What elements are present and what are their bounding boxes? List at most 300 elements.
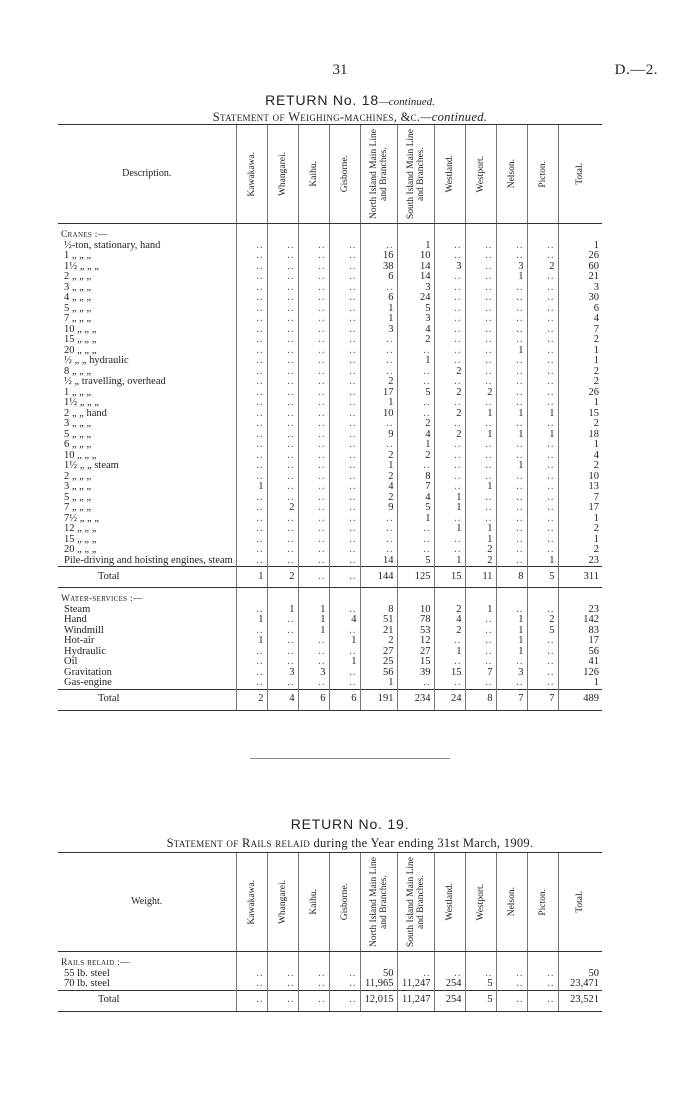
cell-value: .. <box>496 969 527 980</box>
cell-value: .. <box>236 314 267 325</box>
column-header-label: Weight. <box>131 895 163 907</box>
column-header-label: South Island Main Line and Branches. <box>405 857 426 947</box>
cell-value: 10 <box>397 251 434 262</box>
cell-value: 1 <box>496 636 527 647</box>
cell-value: .. <box>527 979 558 990</box>
cell-value: 1 <box>527 556 558 567</box>
cell-value: .. <box>298 979 329 990</box>
cell-value: .. <box>527 272 558 283</box>
cell-value: .. <box>329 990 360 1011</box>
cell-value: .. <box>496 482 527 493</box>
crane-row <box>58 472 602 483</box>
cell-value: .. <box>236 419 267 430</box>
column-header <box>434 125 465 224</box>
cell-value: .. <box>496 325 527 336</box>
cell-value: .. <box>434 346 465 357</box>
cell-value: 4 <box>397 325 434 336</box>
cell-value: .. <box>465 615 496 626</box>
crane-row <box>58 430 602 441</box>
cell-value: .. <box>236 524 267 535</box>
cell-value: 2 <box>558 367 602 378</box>
water-service-row <box>58 678 602 689</box>
cell-value: 2 <box>236 689 267 710</box>
row-label: 3 „ „ „ <box>64 482 92 492</box>
cell-value: .. <box>267 356 298 367</box>
cell-value: .. <box>434 657 465 668</box>
cell-value: .. <box>360 514 397 525</box>
cell-value: .. <box>329 409 360 420</box>
cell-value: .. <box>329 251 360 262</box>
cell-value: .. <box>527 636 558 647</box>
cell-value: .. <box>496 493 527 504</box>
cell-value: .. <box>465 419 496 430</box>
cell-value: .. <box>329 979 360 990</box>
cell-value: 1 <box>236 636 267 647</box>
cell-value: .. <box>329 346 360 357</box>
cell-value: .. <box>329 262 360 273</box>
cell-value: .. <box>434 356 465 367</box>
cell-value: 5 <box>465 979 496 990</box>
cell-value: 1 <box>465 430 496 441</box>
row-label: 12 „ „ „ <box>64 524 97 534</box>
row-label: ½-ton, stationary, hand <box>64 240 161 251</box>
cell-value: 3 <box>267 668 298 679</box>
empty-cell <box>527 230 558 241</box>
return-18-statement <box>0 110 700 125</box>
cell-value: 78 <box>397 615 434 626</box>
column-header <box>434 853 465 952</box>
page-number: 31 <box>332 62 348 78</box>
cell-value: .. <box>527 482 558 493</box>
column-header-label: Kawakawa. <box>246 151 257 197</box>
cell-value: .. <box>397 377 434 388</box>
cell-value: .. <box>329 335 360 346</box>
cell-value: .. <box>496 304 527 315</box>
cell-value: 12,015 <box>360 990 397 1011</box>
cell-value: 1 <box>496 461 527 472</box>
column-header <box>267 125 298 224</box>
cell-value: 191 <box>360 689 397 710</box>
cell-value: 4 <box>267 689 298 710</box>
cell-value: .. <box>527 377 558 388</box>
cell-value: 2 <box>558 461 602 472</box>
cell-value: .. <box>267 451 298 462</box>
cell-value: .. <box>236 472 267 483</box>
cell-value: .. <box>267 251 298 262</box>
cell-value: .. <box>496 524 527 535</box>
total-row <box>58 689 602 710</box>
cell-value: .. <box>236 535 267 546</box>
cell-value: .. <box>434 272 465 283</box>
cell-value: .. <box>267 293 298 304</box>
cell-value: .. <box>360 283 397 294</box>
cell-value: .. <box>267 272 298 283</box>
cell-value: 7 <box>496 689 527 710</box>
cell-value: .. <box>236 251 267 262</box>
cell-value: 2 <box>434 388 465 399</box>
cell-value: 7 <box>558 325 602 336</box>
cell-value: 1 <box>434 556 465 567</box>
empty-cell <box>434 594 465 605</box>
cell-value: .. <box>527 524 558 535</box>
cell-value: .. <box>465 472 496 483</box>
row-label: Windmill <box>64 625 104 636</box>
cell-value: 23,471 <box>558 979 602 990</box>
column-header <box>236 125 267 224</box>
cell-value: .. <box>527 545 558 556</box>
cell-value: 1 <box>397 514 434 525</box>
cell-value: .. <box>329 567 360 588</box>
cell-value: .. <box>496 990 527 1011</box>
cell-value: .. <box>267 388 298 399</box>
section-heading: Water-services :— <box>61 594 143 604</box>
cell-value: .. <box>236 283 267 294</box>
cell-value: .. <box>267 314 298 325</box>
crane-row <box>58 419 602 430</box>
cell-value: 4 <box>397 493 434 504</box>
crane-row <box>58 304 602 315</box>
row-label: ½ „ travelling, overhead <box>64 377 166 387</box>
cell-value: 1 <box>496 346 527 357</box>
cell-value: .. <box>434 283 465 294</box>
cell-value: .. <box>236 356 267 367</box>
cell-value: .. <box>496 979 527 990</box>
crane-row <box>58 451 602 462</box>
cell-value: .. <box>496 398 527 409</box>
empty-cell <box>267 958 298 969</box>
cell-value: 2 <box>527 262 558 273</box>
cell-value: .. <box>465 356 496 367</box>
cell-value: 38 <box>360 262 397 273</box>
cell-value: .. <box>298 451 329 462</box>
water-service-row <box>58 615 602 626</box>
empty-cell <box>558 594 602 605</box>
crane-row <box>58 535 602 546</box>
cell-value: 1 <box>465 605 496 616</box>
empty-cell <box>360 230 397 241</box>
crane-row <box>58 524 602 535</box>
cell-value: .. <box>329 440 360 451</box>
cell-value: .. <box>397 346 434 357</box>
cell-value: .. <box>465 451 496 462</box>
cell-value: 2 <box>267 503 298 514</box>
column-header <box>298 853 329 952</box>
cell-value: 6 <box>329 689 360 710</box>
cell-value: .. <box>298 304 329 315</box>
cell-value: 1 <box>558 514 602 525</box>
cell-value: .. <box>267 636 298 647</box>
cell-value: .. <box>267 367 298 378</box>
cell-value: 8 <box>496 567 527 588</box>
row-label: 1 „ „ „ <box>64 387 92 398</box>
empty-cell <box>298 958 329 969</box>
cell-value: .. <box>267 377 298 388</box>
cell-value: .. <box>267 990 298 1011</box>
crane-row <box>58 335 602 346</box>
cell-value: 23 <box>558 605 602 616</box>
cell-value: .. <box>329 325 360 336</box>
cell-value: 1 <box>360 678 397 689</box>
cell-value: .. <box>434 472 465 483</box>
cell-value: .. <box>298 272 329 283</box>
column-header-label: Total. <box>575 891 586 913</box>
cell-value: .. <box>465 304 496 315</box>
cell-value: 2 <box>360 472 397 483</box>
crane-row <box>58 251 602 262</box>
cell-value: .. <box>527 472 558 483</box>
cell-value: .. <box>236 241 267 252</box>
empty-cell <box>360 958 397 969</box>
cell-value: 6 <box>558 304 602 315</box>
statement-subject: Weighing-machines, &c. <box>288 110 421 124</box>
cell-value: .. <box>360 356 397 367</box>
row-label: 10 „ „ „ <box>64 324 97 335</box>
cell-value: 9 <box>360 430 397 441</box>
cell-value: .. <box>496 545 527 556</box>
cell-value: .. <box>360 346 397 357</box>
cell-value: 5 <box>527 626 558 637</box>
cell-value: .. <box>496 388 527 399</box>
row-label: 70 lb. steel <box>64 979 110 989</box>
cell-value: .. <box>267 626 298 637</box>
cell-value: .. <box>527 356 558 367</box>
water-service-row <box>58 657 602 668</box>
cell-value: .. <box>267 647 298 658</box>
cell-value: .. <box>329 524 360 535</box>
empty-cell <box>434 230 465 241</box>
cell-value: 15 <box>397 657 434 668</box>
cell-value: .. <box>360 419 397 430</box>
cell-value: .. <box>527 678 558 689</box>
cell-value: .. <box>527 990 558 1011</box>
cell-value: .. <box>267 615 298 626</box>
section-heading-row <box>58 958 602 969</box>
cell-value: 3 <box>397 283 434 294</box>
cell-value: 8 <box>360 605 397 616</box>
cell-value: .. <box>527 461 558 472</box>
cell-value: .. <box>527 283 558 294</box>
cell-value: .. <box>360 241 397 252</box>
cell-value: 7 <box>465 668 496 679</box>
cell-value: .. <box>236 969 267 980</box>
row-label: Total <box>58 990 236 1011</box>
cell-value: 11,965 <box>360 979 397 990</box>
column-header-label: North Island Main Line and Branches. <box>368 857 389 947</box>
crane-row <box>58 314 602 325</box>
cell-value: .. <box>329 545 360 556</box>
cell-value: 1 <box>465 409 496 420</box>
cell-value: 1 <box>360 398 397 409</box>
row-label: 8 „ „ „ <box>64 366 92 377</box>
water-service-row <box>58 668 602 679</box>
cell-value: 1 <box>496 647 527 658</box>
cell-value: .. <box>329 304 360 315</box>
column-header-label: Kaihu. <box>308 889 319 915</box>
cell-value: .. <box>527 335 558 346</box>
cell-value: .. <box>434 514 465 525</box>
cell-value: .. <box>527 514 558 525</box>
cell-value: .. <box>267 419 298 430</box>
crane-row <box>58 440 602 451</box>
cell-value: 50 <box>360 969 397 980</box>
crane-row <box>58 388 602 399</box>
cell-value: .. <box>329 272 360 283</box>
cell-value: .. <box>465 514 496 525</box>
cell-value: .. <box>434 335 465 346</box>
cell-value: .. <box>329 283 360 294</box>
row-label: 6 „ „ „ <box>64 440 92 450</box>
cell-value: .. <box>465 461 496 472</box>
empty-cell <box>397 958 434 969</box>
cell-value: .. <box>360 440 397 451</box>
cell-value: .. <box>329 514 360 525</box>
cell-value: .. <box>465 272 496 283</box>
cell-value: .. <box>236 503 267 514</box>
empty-cell <box>434 958 465 969</box>
cell-value: .. <box>298 325 329 336</box>
column-header <box>360 853 397 952</box>
cell-value: .. <box>298 346 329 357</box>
cell-value: 1 <box>558 398 602 409</box>
cell-value: .. <box>496 451 527 462</box>
empty-cell <box>236 594 267 605</box>
cell-value: .. <box>465 678 496 689</box>
cell-value: 1 <box>558 440 602 451</box>
cell-value: .. <box>298 567 329 588</box>
row-label: Hydraulic <box>64 646 106 657</box>
row-label: 20 „ „ „ <box>64 545 97 555</box>
cell-value: .. <box>527 605 558 616</box>
cell-value: .. <box>465 262 496 273</box>
cell-value: 2 <box>360 377 397 388</box>
cell-value: 8 <box>465 689 496 710</box>
cell-value: .. <box>397 398 434 409</box>
cell-value: .. <box>329 647 360 658</box>
cell-value: .. <box>267 657 298 668</box>
cell-value: 10 <box>360 409 397 420</box>
empty-cell <box>267 230 298 241</box>
cell-value: .. <box>267 556 298 567</box>
empty-cell <box>527 594 558 605</box>
cell-value: .. <box>236 514 267 525</box>
cell-value: 83 <box>558 626 602 637</box>
cell-value: .. <box>298 472 329 483</box>
column-header-description <box>58 125 236 224</box>
cell-value: 254 <box>434 990 465 1011</box>
cell-value: .. <box>298 969 329 980</box>
cell-value: .. <box>360 335 397 346</box>
cell-value: 489 <box>558 689 602 710</box>
cell-value: 23,521 <box>558 990 602 1011</box>
cell-value: .. <box>496 440 527 451</box>
cell-value: 1 <box>397 241 434 252</box>
cell-value: 2 <box>360 493 397 504</box>
cell-value: .. <box>329 668 360 679</box>
cell-value: .. <box>465 647 496 658</box>
cell-value: .. <box>434 293 465 304</box>
cell-value: .. <box>496 657 527 668</box>
cell-value: .. <box>434 314 465 325</box>
cell-value: 4 <box>558 314 602 325</box>
statement-subject: Rails relaid <box>241 836 311 850</box>
cell-value: 311 <box>558 567 602 588</box>
cell-value: .. <box>527 969 558 980</box>
return-19-statement <box>0 836 700 851</box>
cell-value: 60 <box>558 262 602 273</box>
cell-value: .. <box>267 241 298 252</box>
column-header-label: Westland. <box>444 883 455 921</box>
cell-value: 26 <box>558 388 602 399</box>
cell-value: .. <box>397 524 434 535</box>
return-19-heading: RETURN No. 19. <box>290 816 410 832</box>
cell-value: .. <box>527 451 558 462</box>
cell-value: 7 <box>397 482 434 493</box>
cell-value: 14 <box>397 262 434 273</box>
cell-value: .. <box>496 472 527 483</box>
cell-value: 11 <box>465 567 496 588</box>
cell-value: .. <box>465 636 496 647</box>
cell-value: .. <box>434 304 465 315</box>
cell-value: .. <box>298 430 329 441</box>
water-service-row <box>58 647 602 658</box>
cell-value: 1 <box>360 304 397 315</box>
empty-cell <box>558 230 602 241</box>
cell-value: 1 <box>397 440 434 451</box>
cell-value: 14 <box>360 556 397 567</box>
cell-value: .. <box>434 678 465 689</box>
cell-value: 15 <box>434 668 465 679</box>
cell-value: .. <box>267 283 298 294</box>
cell-value: 10 <box>558 472 602 483</box>
empty-cell <box>329 958 360 969</box>
cell-value: 2 <box>434 430 465 441</box>
cell-value: .. <box>434 419 465 430</box>
cell-value: 6 <box>298 689 329 710</box>
cell-value: .. <box>329 461 360 472</box>
rail-weight-row <box>58 979 602 990</box>
column-header <box>298 125 329 224</box>
cell-value: 15 <box>558 409 602 420</box>
row-label: Gas-engine <box>64 678 112 688</box>
column-header-label: Westland. <box>444 155 455 193</box>
cell-value: .. <box>496 356 527 367</box>
empty-cell <box>527 958 558 969</box>
cell-value: 2 <box>397 419 434 430</box>
column-header <box>397 125 434 224</box>
cell-value: 5 <box>397 388 434 399</box>
empty-cell <box>496 230 527 241</box>
cell-value: .. <box>298 283 329 294</box>
crane-row <box>58 293 602 304</box>
cell-value: 142 <box>558 615 602 626</box>
cell-value: 4 <box>558 451 602 462</box>
cell-value: .. <box>267 440 298 451</box>
cell-value: .. <box>527 657 558 668</box>
cell-value: 26 <box>558 251 602 262</box>
cell-value: 5 <box>465 990 496 1011</box>
cell-value: .. <box>298 440 329 451</box>
cell-value: .. <box>236 367 267 378</box>
cell-value: .. <box>329 430 360 441</box>
cell-value: 1 <box>496 626 527 637</box>
empty-cell <box>465 594 496 605</box>
cell-value: 14 <box>397 272 434 283</box>
cell-value: .. <box>434 377 465 388</box>
row-label: 2 „ „ „ <box>64 471 92 482</box>
cell-value: 2 <box>558 335 602 346</box>
cell-value: .. <box>236 647 267 658</box>
cell-value: .. <box>527 367 558 378</box>
